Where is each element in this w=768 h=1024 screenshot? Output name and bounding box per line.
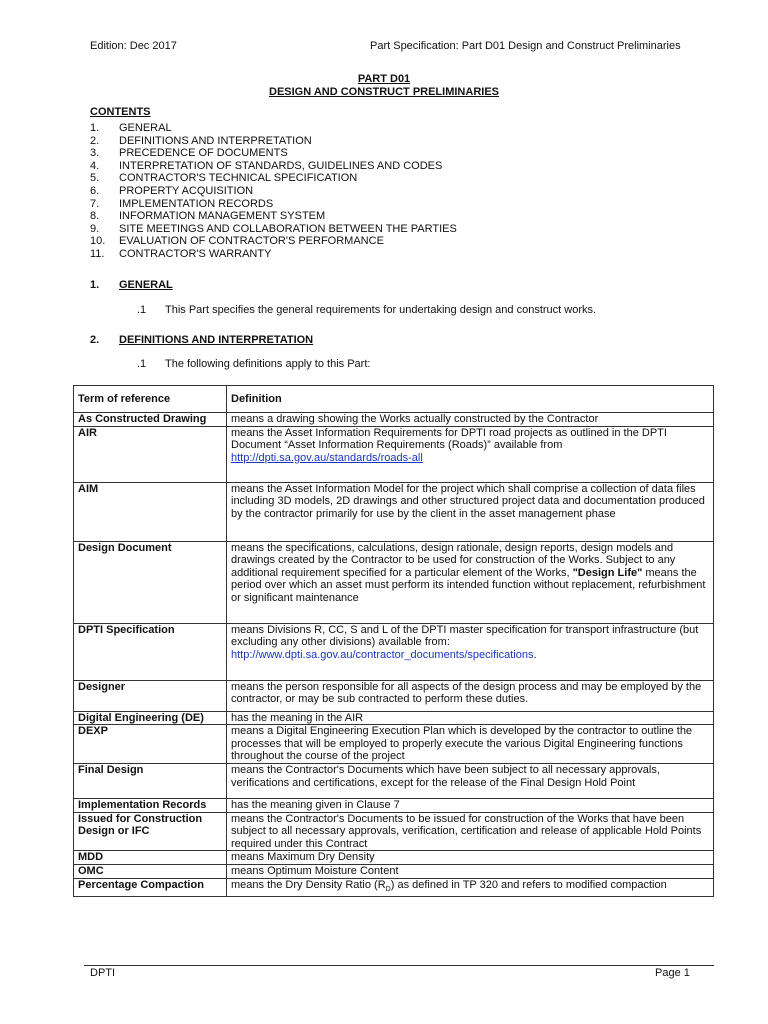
contents-item[interactable]: 2. DEFINITIONS AND INTERPRETATION	[90, 134, 312, 147]
term-cell: OMC	[74, 864, 227, 878]
footer-divider	[84, 965, 714, 966]
contents-item[interactable]: 3. PRECEDENCE OF DOCUMENTS	[90, 147, 288, 160]
table-row	[74, 851, 714, 865]
table-row	[74, 711, 714, 725]
definition-cell: means the Asset Information Model for the project which shall comprise a collection of data files including 3D models, 2D drawings and other structured project data and documentation produced by the contractor primarily for use by the client in the asset management phase	[227, 482, 714, 541]
definition-cell: has the meaning in the AIR	[227, 711, 714, 725]
contents-heading: CONTENTS	[90, 106, 151, 118]
part-number: PART D01	[357, 73, 411, 85]
contents-item[interactable]: 11. CONTRACTOR'S WARRANTY	[90, 247, 272, 260]
contents-item[interactable]: 5. CONTRACTOR'S TECHNICAL SPECIFICATION	[90, 172, 358, 185]
contents-item[interactable]: 1. GENERAL	[90, 122, 172, 134]
section-2-paragraph	[137, 358, 370, 370]
contents-item[interactable]: 8. INFORMATION MANAGEMENT SYSTEM	[90, 210, 326, 223]
contents-item[interactable]: 10. EVALUATION OF CONTRACTOR'S PERFORMANCE	[90, 235, 384, 248]
term-cell: Final Design	[74, 763, 227, 798]
definition-cell: means the specifications, calculations, design rationale, design reports, design models and drawings created by the Contractor to be used for construction of the Works. Subject to any additional requirement specified for a particular element of the Works, "Design Life" means the period over which an asset must perform its intended function without replacement, refurbishment or significant maintenance	[227, 541, 714, 623]
section-title: GENERAL	[119, 279, 173, 291]
table-row	[74, 725, 714, 764]
definition-cell: means Maximum Dry Density	[227, 851, 714, 865]
definition-cell: means Optimum Moisture Content	[227, 864, 714, 878]
definition-cell: means the Contractor's Documents to be issued for construction of the Works that have been subject to all necessary approvals, verification, certification and release of applicable Hold Points required under this Contract	[227, 812, 714, 851]
term-cell: Issued for Construction Design or IFC	[74, 812, 227, 851]
term-cell: As Constructed Drawing	[74, 413, 227, 427]
definitions-table	[73, 385, 714, 897]
definition-cell: means the Contractor's Documents which have been subject to all necessary approvals, verifications and certifications, except for the release of the Final Design Hold Point	[227, 763, 714, 798]
term-cell: Implementation Records	[74, 798, 227, 812]
dpti-specifications-link[interactable]: http://www.dpti.sa.gov.au/contractor_documents/specifications	[231, 648, 534, 661]
table-row	[74, 812, 714, 851]
air-document-link[interactable]: http://dpti.sa.gov.au/standards/roads-all	[231, 451, 423, 464]
term-cell: DPTI Specification	[74, 623, 227, 680]
table-row	[74, 878, 714, 897]
term-cell: MDD	[74, 851, 227, 865]
term-cell: DEXP	[74, 725, 227, 764]
table-row	[74, 482, 714, 541]
section-title: DEFINITIONS AND INTERPRETATION	[119, 334, 314, 346]
definition-cell: means a Digital Engineering Execution Plan which is developed by the contractor to outline the processes that will be employed to properly execute the various Digital Engineering functions throughout the course of the project	[227, 725, 714, 764]
definition-cell: means the Dry Density Ratio $(R_D)$ as defined in TP 320 and refers to modified compaction	[227, 878, 714, 897]
column-header-definition: Definition	[227, 386, 714, 413]
paragraph-number: .1	[137, 358, 147, 370]
term-cell: Designer	[74, 680, 227, 711]
definition-cell: has the meaning given in Clause 7	[227, 798, 714, 812]
part-title	[0, 73, 768, 85]
paragraph-text: This Part specifies the general requirements for undertaking design and construct works.	[165, 304, 597, 316]
header-spec-title: Part Specification: Part D01 Design and Construct Preliminaries	[370, 40, 681, 52]
table-row	[74, 623, 714, 680]
section-1-heading	[90, 279, 173, 291]
definition-cell: means the Asset Information Requirements for DPTI road projects as outlined in the DPTI Document “Asset Information Requirements (Roads)” available from http://dpti.sa.gov.au/standards/roads-all	[227, 426, 714, 482]
section-number: 2.	[90, 334, 100, 346]
section-2-heading	[90, 334, 313, 346]
part-name: DESIGN AND CONSTRUCT PRELIMINARIES	[269, 86, 499, 98]
contents-item[interactable]: 9. SITE MEETINGS AND COLLABORATION BETWEEN THE PARTIES	[90, 222, 457, 235]
term-cell: Percentage Compaction	[74, 878, 227, 897]
table-header-row	[74, 386, 714, 413]
header-edition: Edition: Dec 2017	[90, 40, 177, 52]
term-cell: AIR	[74, 426, 227, 482]
table-row	[74, 426, 714, 482]
part-subtitle	[0, 86, 768, 98]
section-1-paragraph	[137, 304, 596, 316]
table-row	[74, 413, 714, 427]
table-row	[74, 541, 714, 623]
term-cell: AIM	[74, 482, 227, 541]
contents-item[interactable]: 7. IMPLEMENTATION RECORDS	[90, 197, 274, 210]
contents-item[interactable]: 4. INTERPRETATION OF STANDARDS, GUIDELINES AND CODES	[90, 159, 443, 172]
term-cell: Digital Engineering (DE)	[74, 711, 227, 725]
footer-organisation: DPTI	[90, 967, 116, 979]
term-cell: Design Document	[74, 541, 227, 623]
definition-cell: means a drawing showing the Works actually constructed by the Contractor	[227, 413, 714, 427]
contents-item[interactable]: 6. PROPERTY ACQUISITION	[90, 184, 254, 197]
column-header-term: Term of reference	[74, 386, 227, 413]
design-life-term: "Design Life"	[572, 566, 643, 579]
table-row	[74, 798, 714, 812]
footer-page-number: Page 1	[655, 967, 690, 979]
section-number: 1.	[90, 279, 100, 291]
table-row	[74, 763, 714, 798]
definition-cell: means the person responsible for all aspects of the design process and may be employed by the contractor, or may be sub contracted to perform these duties.	[227, 680, 714, 711]
definition-cell: means Divisions R, CC, S and L of the DPTI master specification for transport infrastructure (but excluding any other divisions) available from: http://www.dpti.sa.gov.au/contractor_documents/specifications.	[227, 623, 714, 680]
contents-list	[90, 122, 457, 261]
paragraph-text: The following definitions apply to this Part:	[165, 358, 371, 370]
paragraph-number: .1	[137, 304, 147, 316]
table-row	[74, 864, 714, 878]
table-row	[74, 680, 714, 711]
